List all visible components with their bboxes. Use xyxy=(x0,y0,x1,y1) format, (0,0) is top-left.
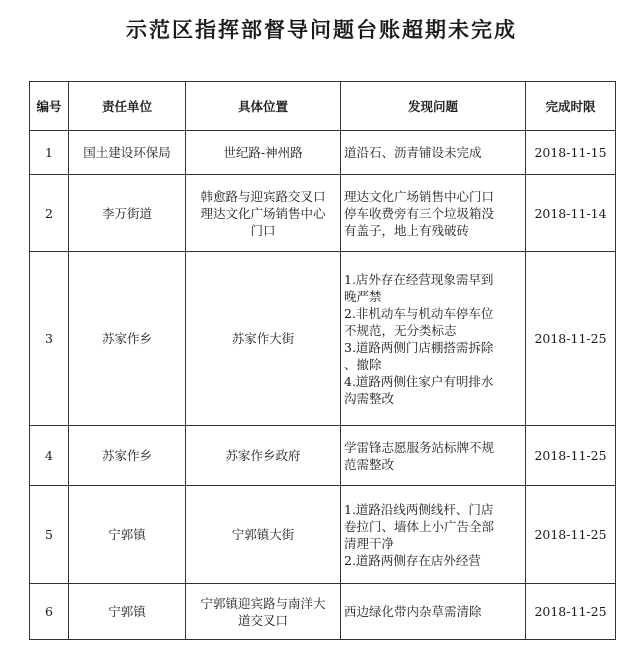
cell-number: 2 xyxy=(30,175,69,252)
cell-unit: 苏家作乡 xyxy=(69,426,186,486)
cell-number: 5 xyxy=(30,486,69,584)
cell-location: 宁郭镇迎宾路与南洋大 道交叉口 xyxy=(186,584,341,640)
cell-number: 3 xyxy=(30,252,69,426)
table-row xyxy=(30,584,616,640)
table-row xyxy=(30,426,616,486)
cell-location: 宁郭镇大街 xyxy=(186,486,341,584)
cell-location: 苏家作大街 xyxy=(186,252,341,426)
cell-number: 1 xyxy=(30,131,69,175)
cell-location: 苏家作乡政府 xyxy=(186,426,341,486)
cell-deadline: 2018-11-14 xyxy=(526,175,616,252)
cell-unit: 宁郭镇 xyxy=(69,584,186,640)
header-number: 编号 xyxy=(30,82,69,131)
issue-ledger-table xyxy=(29,81,616,640)
header-problem: 发现问题 xyxy=(341,82,526,131)
cell-unit: 宁郭镇 xyxy=(69,486,186,584)
cell-unit: 苏家作乡 xyxy=(69,252,186,426)
table-row xyxy=(30,486,616,584)
cell-problem: 1.店外存在经营现象需早到 晚严禁 2.非机动车与机动车停车位 不规范，无分类标志 3.道路两侧门店棚搭需拆除 、撤除 4.道路两侧住家户有明排水 沟需整改 xyxy=(341,252,526,426)
cell-deadline: 2018-11-15 xyxy=(526,131,616,175)
header-deadline: 完成时限 xyxy=(526,82,616,131)
table-row xyxy=(30,175,616,252)
cell-unit: 国土建设环保局 xyxy=(69,131,186,175)
header-location: 具体位置 xyxy=(186,82,341,131)
document-title: 示范区指挥部督导问题台账超期未完成 xyxy=(126,18,517,42)
cell-location: 韩愈路与迎宾路交叉口 理达文化广场销售中心 门口 xyxy=(186,175,341,252)
cell-deadline: 2018-11-25 xyxy=(526,584,616,640)
cell-deadline: 2018-11-25 xyxy=(526,252,616,426)
cell-problem: 理达文化广场销售中心门口 停车收费旁有三个垃圾箱没 有盖子，地上有残破砖 xyxy=(341,175,526,252)
cell-deadline: 2018-11-25 xyxy=(526,486,616,584)
cell-problem: 1.道路沿线两侧线杆、门店 卷拉门、墙体上小广告全部 清理干净 2.道路两侧存在店外经营 xyxy=(341,486,526,584)
cell-number: 4 xyxy=(30,426,69,486)
cell-unit: 李万街道 xyxy=(69,175,186,252)
cell-problem: 西边绿化带内杂草需清除 xyxy=(341,584,526,640)
cell-problem: 学雷锋志愿服务站标牌不规 范需整改 xyxy=(341,426,526,486)
table-row xyxy=(30,252,616,426)
cell-deadline: 2018-11-25 xyxy=(526,426,616,486)
cell-location: 世纪路-神州路 xyxy=(186,131,341,175)
table-header-row xyxy=(30,82,616,131)
cell-number: 6 xyxy=(30,584,69,640)
header-unit: 责任单位 xyxy=(69,82,186,131)
cell-problem: 道沿石、沥青铺设未完成 xyxy=(341,131,526,175)
table-row xyxy=(30,131,616,175)
